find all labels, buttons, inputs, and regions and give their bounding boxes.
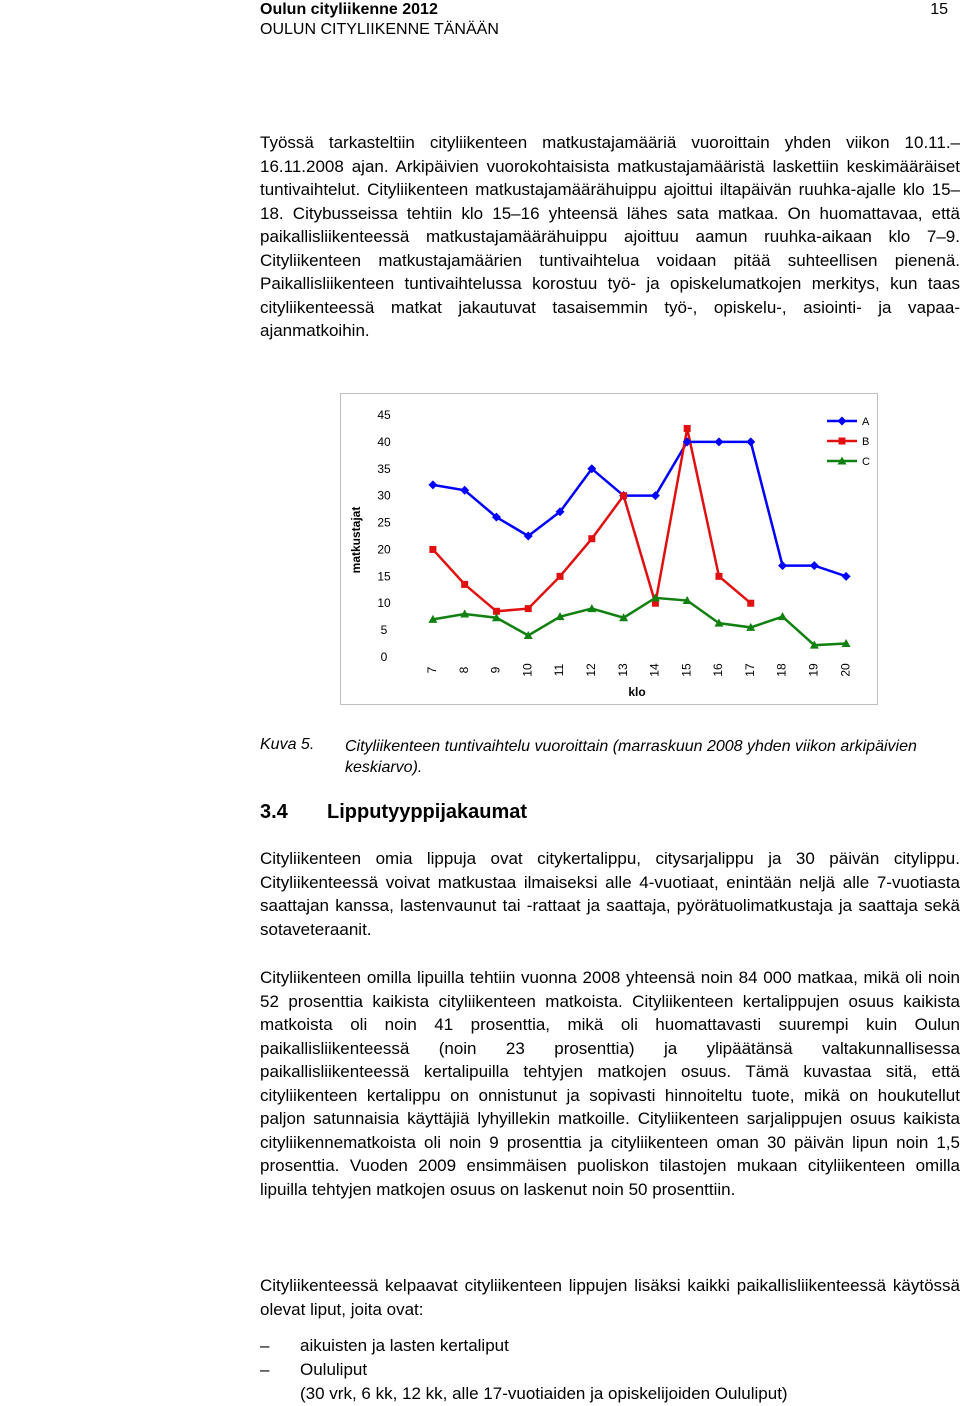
- page-number: 15: [930, 1, 948, 18]
- x-tick-label: 20: [838, 663, 853, 677]
- x-tick-label: 18: [774, 663, 789, 677]
- y-axis-title: matkustajat: [349, 506, 363, 574]
- series-a-point: [842, 572, 851, 581]
- legend-b-marker: [839, 438, 846, 445]
- series-b-point: [620, 492, 627, 499]
- list-item-text: aikuisten ja lasten kertaliput: [300, 1336, 509, 1355]
- legend-b-label: B: [862, 436, 870, 448]
- series-b-point: [429, 546, 436, 553]
- x-tick-label: 13: [615, 663, 630, 677]
- legend-c-label: C: [862, 456, 870, 468]
- x-tick-label: 14: [647, 663, 662, 677]
- y-tick-label: 15: [377, 569, 391, 584]
- series-b-point: [525, 605, 532, 612]
- header-subtitle: OULUN CITYLIIKENNE TÄNÄÄN: [260, 21, 499, 38]
- y-tick-label: 5: [380, 623, 388, 638]
- list-item-continuation: [260, 1382, 788, 1406]
- y-tick-label: 25: [377, 515, 391, 530]
- series-b-line: [433, 428, 751, 611]
- series-a-point: [428, 480, 437, 489]
- series-a-line: [433, 442, 846, 576]
- y-tick-label: 20: [377, 542, 391, 557]
- series-a-point: [714, 437, 723, 446]
- x-tick-label: 8: [456, 666, 471, 674]
- list-item: [260, 1358, 788, 1382]
- x-tick-label: 17: [742, 663, 757, 677]
- series-c-line: [433, 598, 846, 645]
- list-item: [260, 1334, 788, 1358]
- x-tick-label: 11: [552, 663, 567, 677]
- series-a-point: [746, 437, 755, 446]
- paragraph-3: Cityliikenteessä kelpaavat cityliikenteen lippujen lisäksi kaikki paikallisliikenteessä käytössä olevat liput, joita ovat:: [260, 1276, 960, 1319]
- y-tick-label: 35: [377, 461, 391, 476]
- section-title: Lipputyyppijakaumat: [327, 801, 528, 823]
- list-item-text: Oululiput: [300, 1360, 368, 1379]
- series-a-point: [810, 561, 819, 570]
- chart-frame: [340, 393, 878, 705]
- list-dash: –: [260, 1360, 270, 1379]
- paragraph-1: Cityliikenteen omia lippuja ovat citykertalippu, citysarjalippu ja 30 päivän citylippu. Cityliikenteessä voivat matkustaa ilmaiseksi alle 4-vuotiaat, enintään neljä alle 7-vuotiasta saattajan kanssa, lastenvaunut tai -rattaat ja saattaja, pyörätuolimatkustaja ja saattaja sekä sotaveteraanit.: [260, 849, 960, 939]
- header-title: Oulun cityliikenne 2012: [260, 1, 438, 18]
- y-tick-label: 10: [377, 596, 391, 611]
- figure-label: Kuva 5.: [260, 736, 315, 753]
- legend-a-label: A: [862, 416, 870, 428]
- series-b-point: [461, 581, 468, 588]
- y-tick-label: 30: [377, 488, 391, 503]
- x-tick-label: 9: [488, 666, 503, 674]
- x-tick-label: 19: [806, 663, 821, 677]
- x-axis-title: klo: [628, 685, 646, 699]
- x-tick-label: 16: [711, 663, 726, 677]
- series-b-point: [715, 573, 722, 580]
- intro-paragraph: Työssä tarkasteltiin cityliikenteen matkustajamääriä vuoroittain yhden viikon 10.11.–16.11.2008 ajan. Arkipäivien vuorokohtaisista matkustajamääristä laskettiin keskimääräiset tuntivaihtelut. Cityliikenteen matkustajamäärähuippu ajoittui iltapäivän ruuhka-ajalle klo 15–18. Citybusseissa tehtiin klo 15–16 yhteensä lähes sata matkaa. On huomattavaa, että paikallisliikenteessä matkustajamäärähuippu ajoittuu aamun ruuhka-aikaan klo 7–9. Cityliikenteen matkustajamäärien tuntivaihtelua voidaan pitää suhteellisen pienenä. Paikallisliikenteen tuntivaihtelussa korostuu työ- ja opiskelumatkojen merkitys, kun taas cityliikenteessä matkat jakautuvat tasaisemmin työ-, opiskelu-, asiointi- ja vapaa-ajanmatkoihin.: [260, 133, 960, 340]
- x-tick-label: 12: [583, 663, 598, 677]
- series-b-point: [747, 600, 754, 607]
- ticket-list: [260, 1334, 788, 1406]
- section-number: 3.4: [260, 801, 288, 823]
- legend-a-marker: [838, 417, 847, 426]
- y-tick-label: 0: [380, 650, 388, 664]
- list-item-text: (30 vrk, 6 kk, 12 kk, alle 17-vuotiaiden ja opiskelijoiden Oululiput): [300, 1384, 788, 1403]
- series-c-point: [587, 604, 596, 612]
- series-b-point: [557, 573, 564, 580]
- x-tick-label: 7: [425, 666, 440, 674]
- y-tick-label: 45: [377, 408, 391, 422]
- series-b-point: [684, 425, 691, 432]
- y-tick-label: 40: [377, 434, 391, 449]
- x-tick-label: 15: [679, 663, 694, 677]
- series-b-point: [588, 535, 595, 542]
- paragraph-2: Cityliikenteen omilla lipuilla tehtiin vuonna 2008 yhteensä noin 84 000 matkaa, mikä oli noin 52 prosenttia kaikista cityliikenteen matkoista. Cityliikenteen kertalippujen osuus kaikista matkoista oli noin 41 prosenttia, mikä oli huomattavasti suurempi kuin Oulun paikallisliikenteessä (noin 23 prosenttia) ja ylipäätänsä valtakunnallisessa paikallisliikenteessä kertalipuilla tehtyjen matkojen osuus. Tämä kuvastaa sitä, että cityliikenteen kertalippu on onnistunut ja sopivasti hinnoiteltu tuote, mikä on houkutellut paljon satunnaisia käyttäjiä lyhyillekin matkoille. Cityliikenteen sarjalippujen osuus kaikista cityliikennematkoista oli noin 9 prosenttia ja cityliikenteen oman 30 päivän lipun noin 1,5 prosenttia. Vuoden 2009 ensimmäisen puoliskon tilastojen mukaan cityliikenteen omilla lipuilla tehtyjen matkojen osuus on laskenut noin 50 prosenttiin.: [260, 968, 960, 1199]
- series-c-point: [778, 612, 787, 620]
- line-chart: [341, 394, 877, 704]
- figure-caption: Cityliikenteen tuntivaihtelu vuoroittain (marraskuun 2008 yhden viikon arkipäivien keskiarvo).: [345, 738, 917, 776]
- list-dash: –: [260, 1336, 270, 1355]
- series-a-point: [778, 561, 787, 570]
- x-tick-label: 10: [520, 663, 535, 677]
